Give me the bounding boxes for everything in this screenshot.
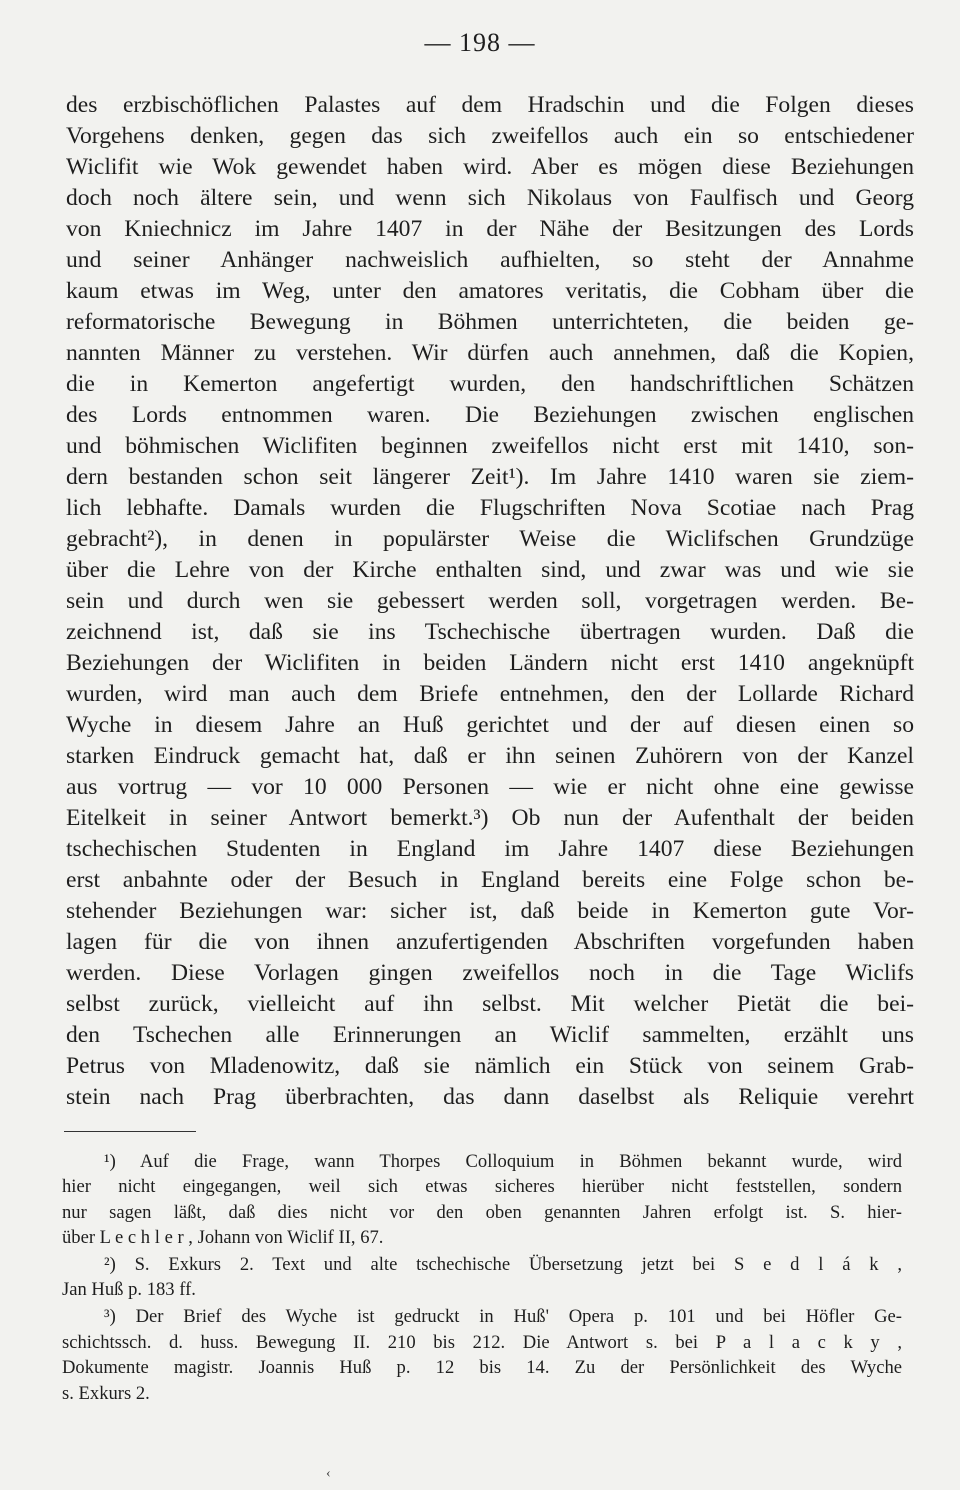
text-line: und böhmischen Wiclifiten beginnen zweifellos nicht erst mit 1410, son- [66,433,914,459]
footnote [62,1252,902,1303]
footnotes [62,1149,902,1407]
text-line: erst anbahnte oder der Besuch in England bereits eine Folge schon be- [66,867,914,893]
text-line: nannten Männer zu verstehen. Wir dürfen auch annehmen, daß die Kopien, [66,340,914,366]
text-line: dern bestanden schon seit längerer Zeit¹). Im Jahre 1410 waren sie ziem- [66,464,914,490]
text-line: lich lebhafte. Damals wurden die Flugschriften Nova Scotiae nach Prag [66,495,914,521]
text-line: die in Kemerton angefertigt wurden, den handschriftlichen Schätzen [66,371,914,397]
text-line: Wiclifit wie Wok gewendet haben wird. Aber es mögen diese Beziehungen [66,154,914,180]
text-line: doch noch ältere sein, und wenn sich Nikolaus von Faulfisch und Georg [66,185,914,211]
text-line: Beziehungen der Wiclifiten in beiden Ländern nicht erst 1410 angeknüpft [66,650,914,676]
text-line: starken Eindruck gemacht hat, daß er ihn seinen Zuhörern von der Kanzel [66,743,914,769]
footnote-line: ²) S. Exkurs 2. Text und alte tschechische Übersetzung jetzt bei S e d l á k , [104,1254,902,1276]
text-line: lagen für die von ihnen anzufertigenden Abschriften vorgefunden haben [66,929,914,955]
text-line: sein und durch wen sie gebessert werden soll, vorgetragen werden. Be- [66,588,914,614]
text-line: von Kniechnicz im Jahre 1407 in der Nähe der Besitzungen des Lords [66,216,914,242]
text-line: aus vortrug — vor 10 000 Personen — wie er nicht ohne eine gewisse [66,774,914,800]
text-line: selbst zurück, vielleicht auf ihn selbst. Mit welcher Pietät die bei- [66,991,914,1017]
footnote-gap [62,1406,902,1408]
footnote-rule [64,1131,196,1132]
footnote-line: s. Exkurs 2. [62,1382,150,1404]
footnote [62,1304,902,1406]
text-line: über die Lehre von der Kirche enthalten sind, und zwar was und wie sie [66,557,914,583]
text-line: Petrus von Mladenowitz, daß sie nämlich ein Stück von seinem Grab- [66,1053,914,1079]
text-line: zeichnend ist, daß sie ins Tschechische übertragen wurden. Daß die [66,619,914,645]
text-line: stehender Beziehungen war: sicher ist, daß beide in Kemerton gute Vor- [66,898,914,924]
footnote [62,1149,902,1251]
footnote-line: ³) Der Brief des Wyche ist gedruckt in Huß' Opera p. 101 und bei Höfler Ge- [104,1306,902,1328]
page-number: — 198 — [424,28,536,57]
footnote-line: über L e c h l e r , Johann von Wiclif II, 67. [62,1227,384,1249]
text-line: Wyche in diesem Jahre an Huß gerichtet und der auf diesen einen so [66,712,914,738]
footnote-line: ¹) Auf die Frage, wann Thorpes Colloquium in Böhmen bekannt wurde, wird [104,1151,902,1172]
text-line: und seiner Anhänger nachweislich aufhielten, so steht der Annahme [66,247,914,273]
footnote-line: nur sagen läßt, daß dies nicht vor den oben genannten Jahren erfolgt ist. S. hier- [62,1201,902,1223]
footnote-line: hier nicht eingegangen, weil sich etwas sicheres hierüber nicht feststellen, sondern [62,1176,902,1198]
bottom-mark: ‹ [326,1466,331,1481]
text-line: Eitelkeit in seiner Antwort bemerkt.³) Ob nun der Aufenthalt der beiden [66,805,914,831]
text-line: den Tschechen alle Erinnerungen an Wiclif sammelten, erzählt uns [66,1022,914,1048]
text-line: kaum etwas im Weg, unter den amatores veritatis, die Cobham über die [66,278,914,304]
text-line: werden. Diese Vorlagen gingen zweifellos noch in die Tage Wiclifs [66,960,914,986]
text-line: stein nach Prag überbrachten, das dann daselbst als Reliquie verehrt [66,1084,914,1110]
text-line: des Lords entnommen waren. Die Beziehungen zwischen englischen [66,402,914,428]
text-line: gebracht²), in denen in populärster Weise die Wiclifschen Grundzüge [66,526,914,552]
main-text [66,90,914,1113]
footnote-line: schichtssch. d. huss. Bewegung II. 210 bis 212. Die Antwort s. bei P a l a c k y , [62,1331,902,1353]
text-line: des erzbischöflichen Palastes auf dem Hradschin und die Folgen dieses [66,92,914,118]
footnote-line: Jan Huß p. 183 ff. [62,1279,196,1301]
text-line: reformatorische Bewegung in Böhmen unterrichteten, die beiden ge- [66,309,914,335]
text-line: Vorgehens denken, gegen das sich zweifellos auch ein so entschiedener [66,123,914,149]
text-line: tschechischen Studenten in England im Jahre 1407 diese Beziehungen [66,836,914,862]
text-line: wurden, wird man auch dem Briefe entnehmen, den der Lollarde Richard [66,681,914,707]
footnote-line: Dokumente magistr. Joannis Huß p. 12 bis 14. Zu der Persönlichkeit des Wyche [62,1357,902,1379]
